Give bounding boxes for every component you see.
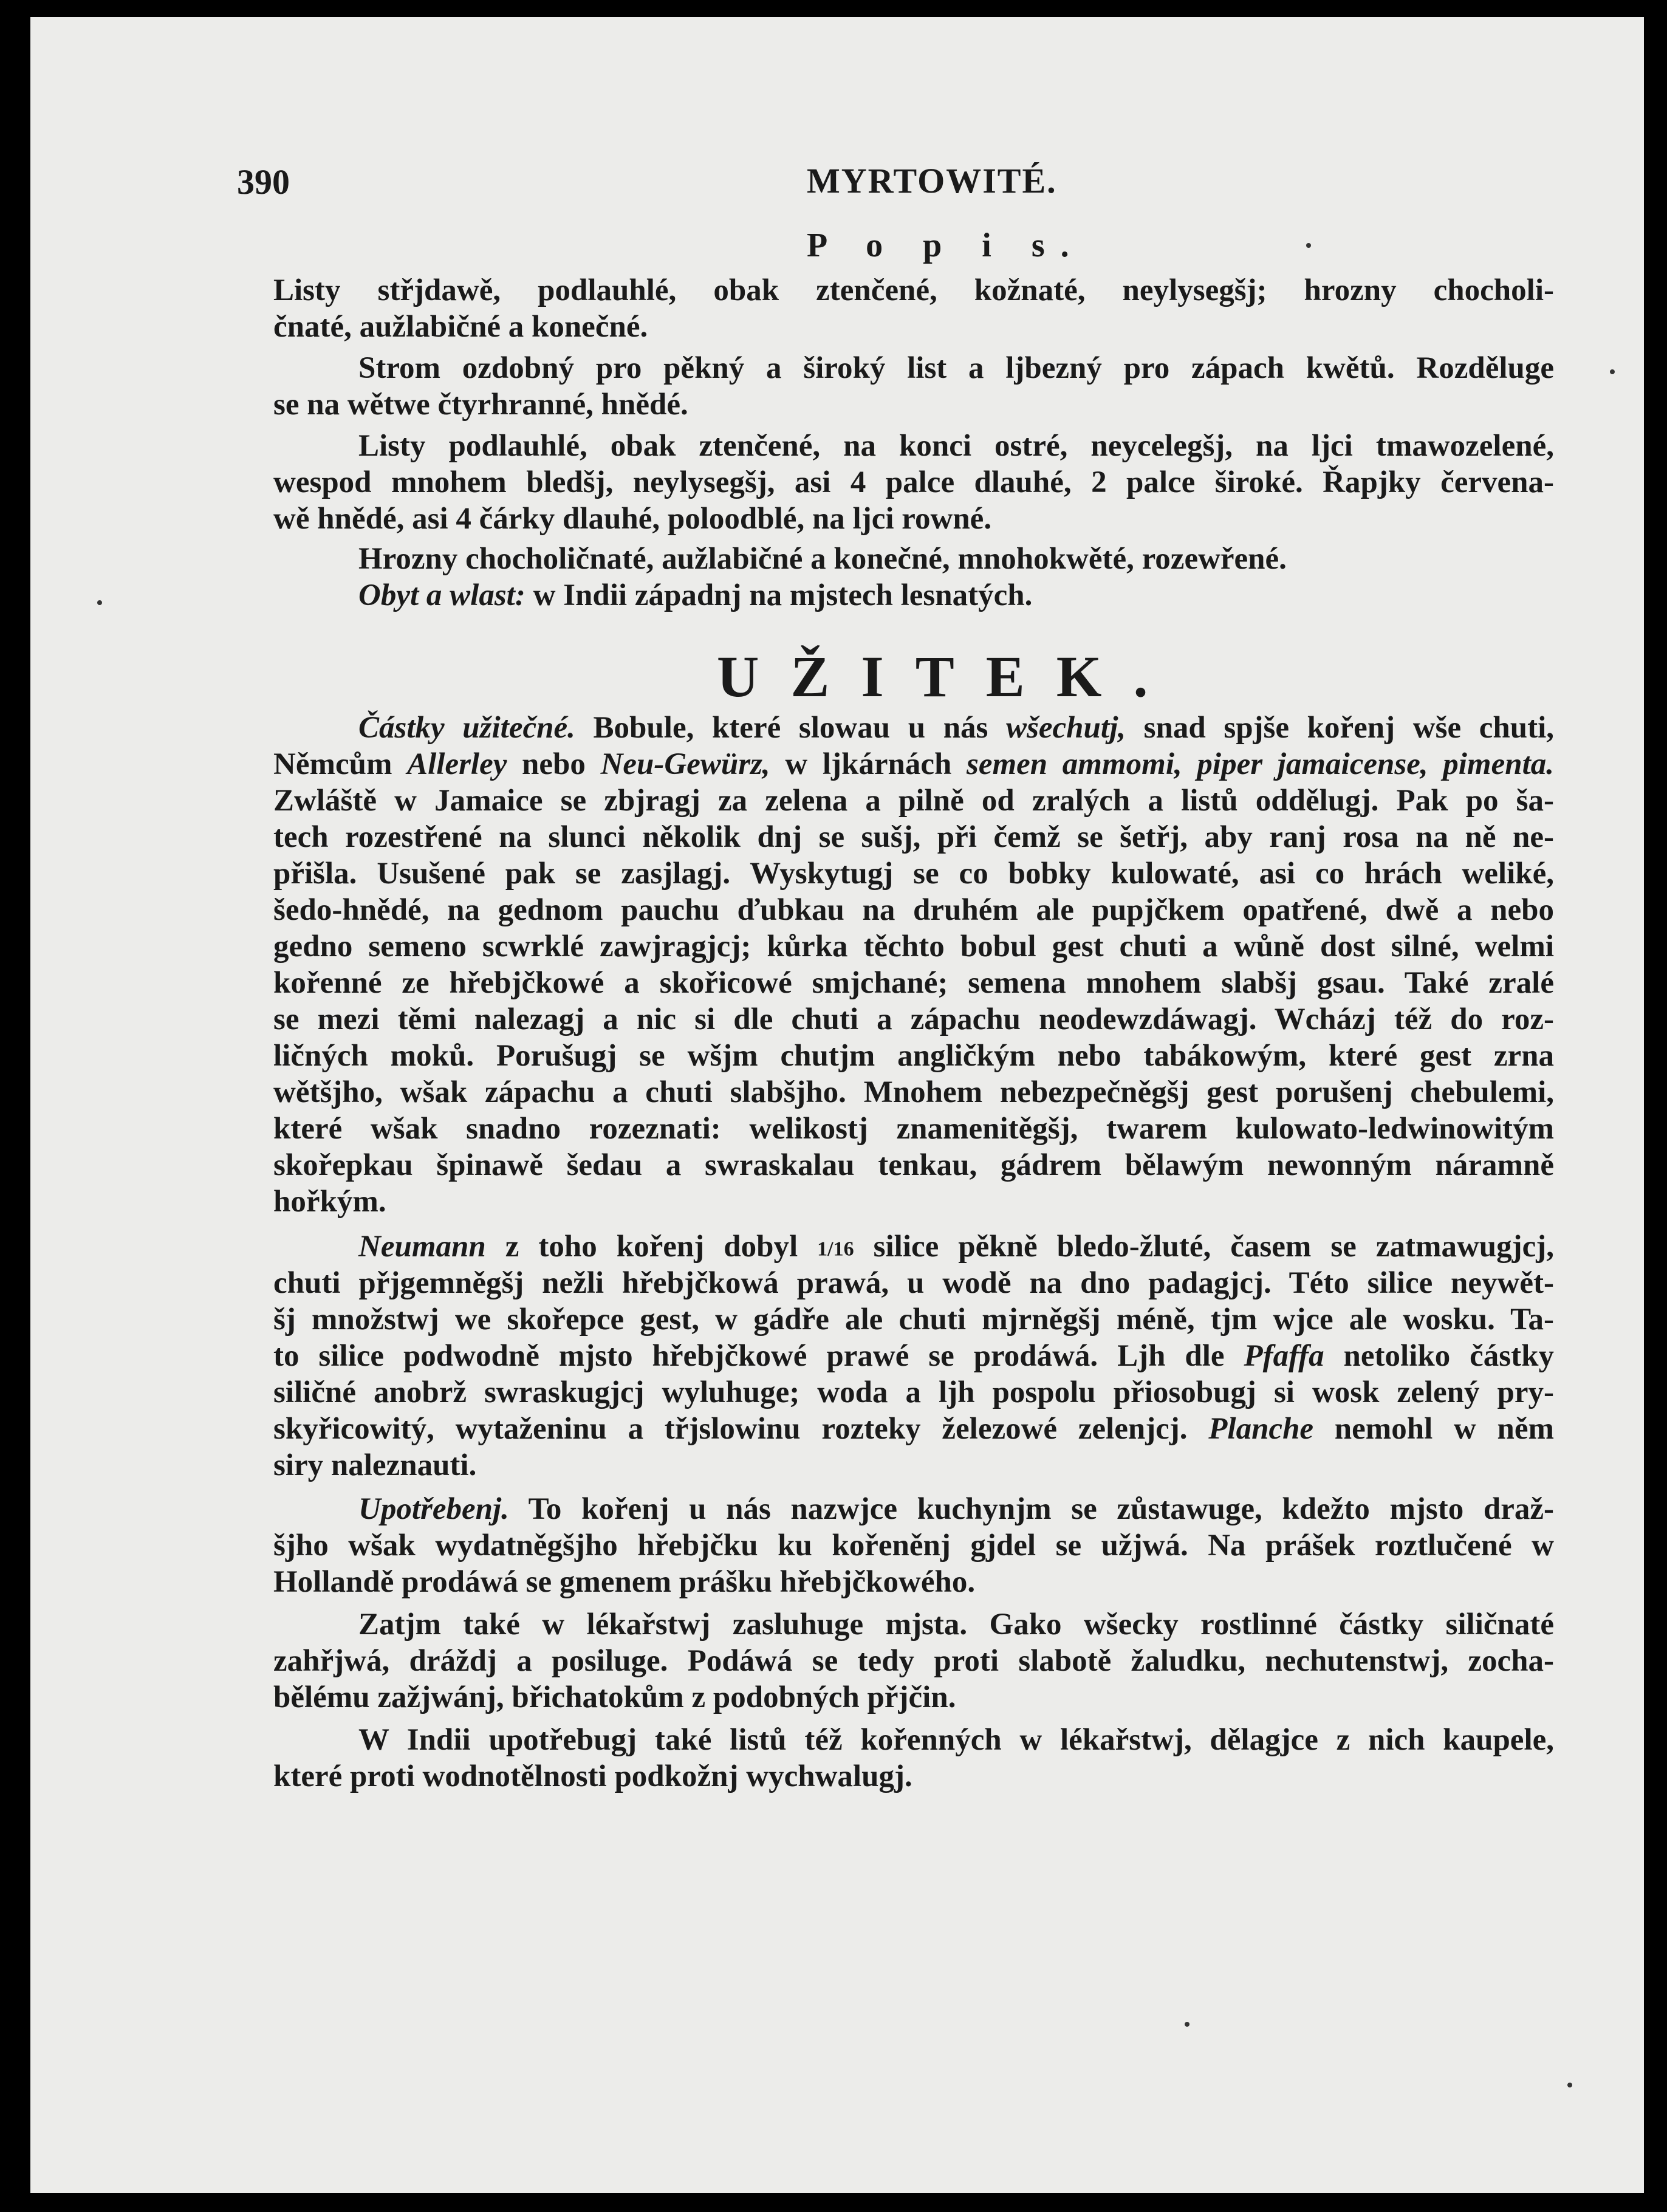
obyt-line: [358, 577, 1032, 614]
castky-text: snad spjše kořenj wše chuti,: [1126, 711, 1554, 745]
castky-line-1: [358, 710, 1554, 746]
body-line: Hollandě prodáwá se gmenem prášku hřebjčkowého.: [273, 1565, 976, 1599]
body-line: siličné anobrž swraskugjcj wyluhuge; woda a ljh pospolu přiosobugj si wosk zelený pry-: [273, 1375, 1554, 1409]
body-line: kořenné ze hřebjčkowé a skořicowé smjchané; semena mnohem slabšj gsau. Také zralé: [273, 966, 1554, 1000]
body-line: Strom ozdobný pro pěkný a široký list a ljbezný pro zápach kwětů. Rozděluge: [358, 351, 1554, 385]
castky-text: w ljkárnách: [770, 747, 967, 781]
body-line: ličných moků. Porušugj se wšjm chutjm angličkým nebo tabákowým, které gest zrna: [273, 1039, 1554, 1073]
castky-text: Němcům: [273, 747, 408, 781]
body-line: šedo-hnědé, na gednom pauchu ďubkau na druhém ale pupjčkem opatřené, dwě a nebo: [273, 893, 1554, 927]
upotrebenj-line-1: [358, 1491, 1554, 1527]
body-line: Hrozny chocholičnaté, aužlabičné a konečné, mnohokwěté, rozewřené.: [358, 542, 1287, 576]
book-page: [30, 17, 1644, 2193]
obyt-text: w Indii západnj na mjstech lesnatých.: [525, 578, 1033, 612]
body-line: tech rozestřené na slunci několik dnj se sušj, při čemž se šetřj, aby ranj rosa na ně ne-: [273, 820, 1554, 854]
body-line: které proti wodnotělnosti podkožnj wychwalugj.: [273, 1759, 912, 1793]
body-line: wě hnědé, asi 4 čárky dlauhé, poloodblé, na ljci rowné.: [273, 502, 992, 536]
neumann-line-6: [273, 1411, 1554, 1447]
author-name: Neumann: [358, 1230, 486, 1264]
upotrebenj-label: Upotřebenj.: [358, 1492, 509, 1526]
body-line: přišla. Usušené pak se zasjlagj. Wyskytugj se co bobky kulowaté, asi co hrách weliké,: [273, 857, 1554, 891]
body-line: se na wětwe čtyrhranné, hnědé.: [273, 388, 688, 422]
scan-speck: [97, 600, 102, 605]
author-name: Pfaffa: [1244, 1339, 1324, 1373]
page-number: 390: [237, 162, 290, 202]
body-line: wětšjho, wšak zápachu a chuti slabšjho. Mnohem nebezpečněgšj gest porušenj chebulemi,: [273, 1075, 1554, 1109]
body-line: hořkým.: [273, 1185, 386, 1219]
running-head: MYRTOWITÉ.: [807, 161, 1057, 200]
fraction: 1/16: [817, 1238, 854, 1261]
body-line: Listy střjdawě, podlauhlé, obak ztenčené, kožnaté, neylysegšj; hrozny chocholi-: [273, 273, 1554, 307]
popis-heading: P o p i s.: [807, 227, 1085, 264]
castky-italic: semen ammomi, piper jamaicense, pimenta.: [967, 747, 1554, 781]
scan-speck: [1306, 243, 1311, 248]
castky-line-2: [273, 746, 1554, 782]
body-line: chuti přjgemněgšj nežli hřebjčkowá prawá, u wodě na dno padagjcj. Této silice neywět-: [273, 1266, 1554, 1300]
body-line: Zwláště w Jamaice se zbjragj za zelena a pilně od zralých a listů oddělugj. Pak po ša-: [273, 784, 1554, 818]
body-line: wespod mnohem bledšj, neylysegšj, asi 4 palce dlauhé, 2 palce široké. Řapjky červena-: [273, 465, 1554, 499]
body-line: šjho wšak wydatněgšjho hřebjčku ku kořeněnj gjdel se užjwá. Na prášek roztlučené w: [273, 1529, 1554, 1563]
neumann-line-1: [358, 1228, 1554, 1265]
neumann-text: netoliko částky: [1324, 1339, 1554, 1373]
scan-speck: [1610, 369, 1615, 374]
obyt-label: Obyt a wlast:: [358, 578, 525, 612]
body-line: siry naleznauti.: [273, 1448, 477, 1482]
neumann-line-4: [273, 1338, 1554, 1374]
scan-speck: [1185, 2022, 1189, 2027]
castky-italic: Neu-Gewürz,: [600, 747, 770, 781]
neumann-text: skyřicowitý, wytaženinu a třjslowinu rozteky železowé zelenjcj.: [273, 1412, 1209, 1446]
body-line: Zatjm také w lékařstwj zasluhuge mjsta. Gako wšecky rostlinné částky siličnaté: [358, 1608, 1554, 1642]
castky-italic: wšechutj,: [1006, 711, 1126, 745]
body-line: šj množstwj we skořepce gest, w gádře ale chuti mjrněgšj méně, tjm wjce ale wosku. Ta-: [273, 1303, 1554, 1337]
body-line: které wšak snadno rozeznati: welikostj znamenitěgšj, twarem kulowato-ledwinowitým: [273, 1112, 1554, 1146]
neumann-text: to silice podwodně mjsto hřebjčkowé prawé se prodáwá. Ljh dle: [273, 1339, 1244, 1373]
body-line: bělému zažjwánj, břichatokům z podobných přjčin.: [273, 1680, 956, 1714]
neumann-text: z toho kořenj dobyl: [485, 1230, 818, 1264]
neumann-text: silice pěkně bledo-žluté, časem se zatmawugjcj,: [854, 1230, 1554, 1264]
castky-text: nebo: [507, 747, 601, 781]
castky-italic: Allerley: [407, 747, 507, 781]
body-line: skořepkau špinawě šedau a swraskalau tenkau, gádrem bělawým newonným náramně: [273, 1148, 1554, 1182]
author-name: Planche: [1208, 1412, 1314, 1446]
uzitek-heading: UŽITEK.: [717, 644, 1180, 709]
body-line: W Indii upotřebugj také listů též kořenných w lékařstwj, dělagjce z nich kaupele,: [358, 1723, 1554, 1757]
castky-label: Částky užitečné.: [358, 711, 575, 745]
body-line: gedno semeno scwrklé zawjragjcj; kůrka těchto bobul gest chuti a wůně dost silné, welmi: [273, 930, 1554, 964]
body-line: zahřjwá, dráždj a posiluge. Podáwá se tedy proti slabotě žaludku, nechutenstwj, zocha-: [273, 1644, 1554, 1678]
upotrebenj-text: To kořenj u nás nazwjce kuchynjm se zůstawuge, kdežto mjsto draž-: [508, 1492, 1554, 1526]
scan-speck: [1567, 2083, 1572, 2087]
body-line: Listy podlauhlé, obak ztenčené, na konci ostré, neycelegšj, na ljci tmawozelené,: [358, 429, 1554, 463]
body-line: čnaté, aužlabičné a konečné.: [273, 310, 648, 344]
body-line: se mezi těmi nalezagj a nic si dle chuti a zápachu neodewzdáwagj. Wcházj též do roz-: [273, 1002, 1554, 1036]
castky-text: Bobule, které slowau u nás: [575, 711, 1007, 745]
neumann-text: nemohl w něm: [1313, 1412, 1554, 1446]
